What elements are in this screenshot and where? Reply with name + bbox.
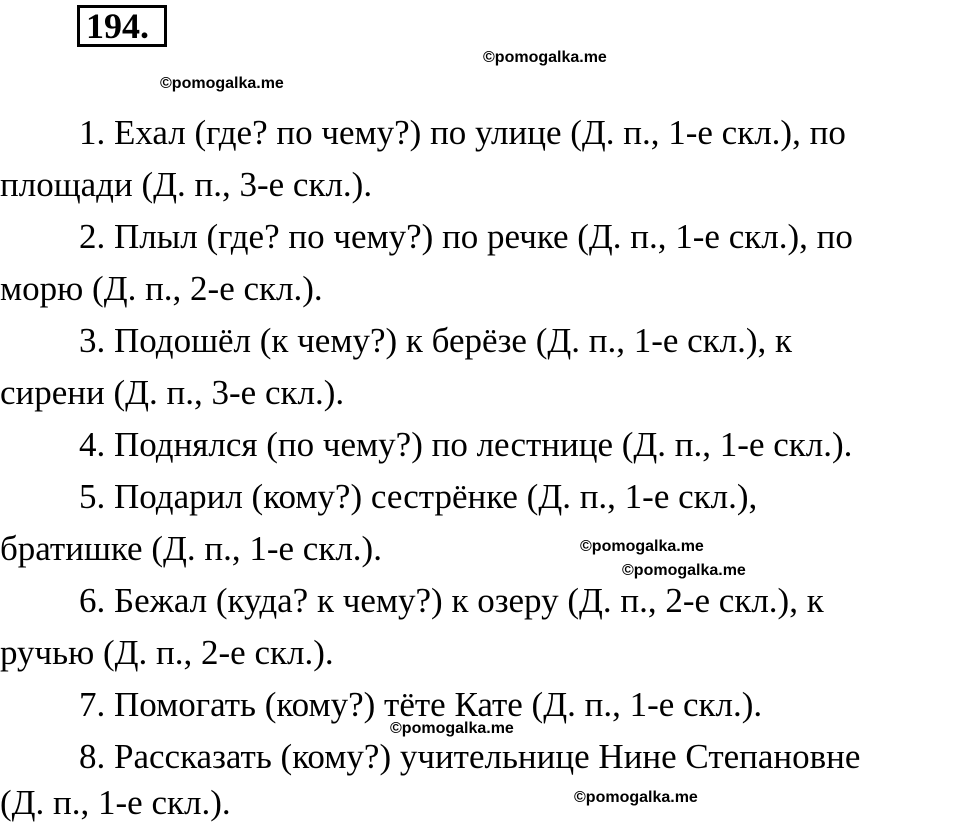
watermark: ©pomogalka.me — [580, 538, 704, 555]
answer-line: 4. Поднялся (по чему?) по лестнице (Д. п., 1-е скл.). — [79, 425, 853, 464]
answer-line: 7. Помогать (кому?) тёте Кате (Д. п., 1-е скл.). — [79, 685, 763, 724]
answer-line: 2. Плыл (где? по чему?) по речке (Д. п., 1-е скл.), по — [79, 217, 853, 256]
watermark: ©pomogalka.me — [574, 789, 698, 806]
answer-line: морю (Д. п., 2-е скл.). — [0, 269, 323, 308]
watermark: ©pomogalka.me — [160, 75, 284, 92]
answer-line: площади (Д. п., 3-е скл.). — [0, 165, 373, 204]
answer-line: 8. Рассказать (кому?) учительнице Нине Степановне — [79, 737, 861, 776]
watermark: ©pomogalka.me — [622, 562, 746, 579]
answer-line: братишке (Д. п., 1-е скл.). — [0, 529, 382, 568]
answer-line: 6. Бежал (куда? к чему?) к озеру (Д. п., 2-е скл.), к — [79, 581, 824, 620]
answer-line: (Д. п., 1-е скл.). — [0, 783, 231, 822]
answer-line: 1. Ехал (где? по чему?) по улице (Д. п., 1-е скл.), по — [79, 113, 846, 152]
exercise-number: 194. — [86, 6, 149, 46]
watermark: ©pomogalka.me — [390, 720, 514, 737]
answer-line: 3. Подошёл (к чему?) к берёзе (Д. п., 1-е скл.), к — [79, 321, 793, 360]
answer-line: ручью (Д. п., 2-е скл.). — [0, 633, 334, 672]
answer-line: сирени (Д. п., 3-е скл.). — [0, 373, 345, 412]
answer-line: 5. Подарил (кому?) сестрёнке (Д. п., 1-е скл.), — [79, 477, 758, 516]
watermark: ©pomogalka.me — [483, 49, 607, 66]
